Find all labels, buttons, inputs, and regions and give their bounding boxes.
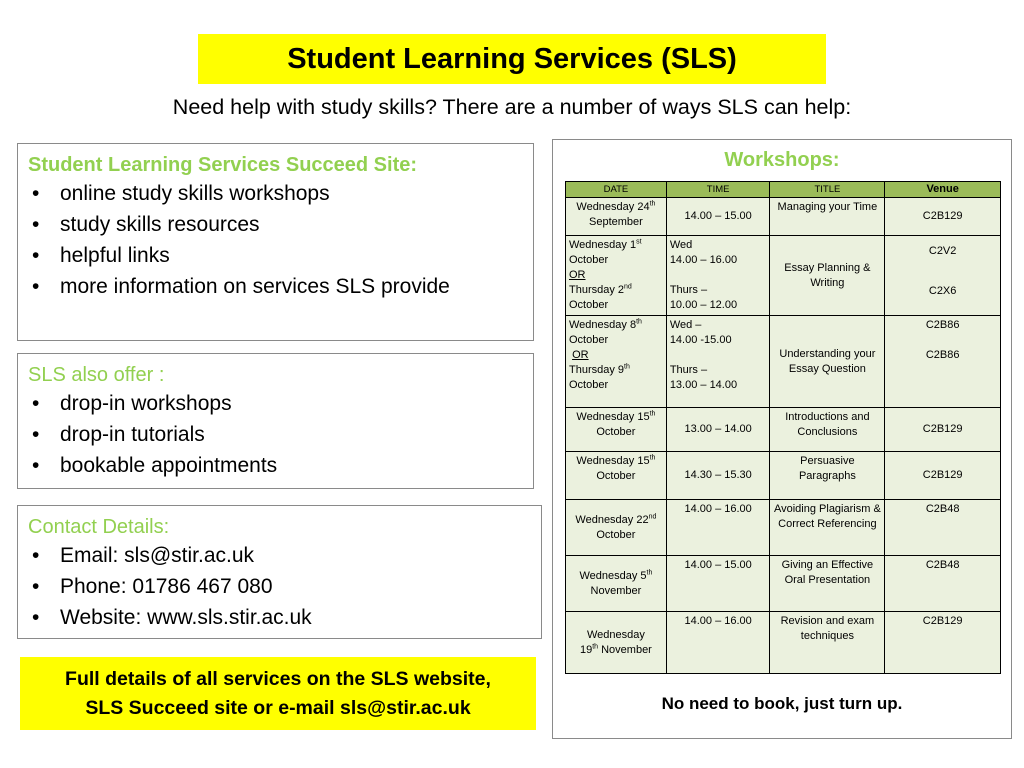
date-cell: Wednesday 8th October OR Thursday 9th October (566, 316, 667, 408)
date-cell: Wednesday 24th September (566, 198, 667, 236)
contact-heading: Contact Details: (28, 516, 170, 538)
table-row (566, 236, 1001, 316)
full-details-banner (20, 657, 536, 730)
full-details-line1: Full details of all services on the SLS website, (65, 667, 491, 690)
list-item: • bookable appointments (28, 450, 523, 481)
venue-cell: C2B86 C2B86 (885, 316, 1001, 408)
bullet-icon: • (32, 454, 40, 477)
date-cell: Wednesday 22nd October (566, 500, 667, 556)
time-cell: 14.30 – 15.30 (666, 452, 770, 500)
date-cell: Wednesday 1st October OR Thursday 2nd October (566, 236, 667, 316)
column-header-time: TIME (666, 182, 770, 198)
table-row (566, 612, 1001, 674)
title-cell: Essay Planning & Writing (770, 236, 885, 316)
title-cell: Introductions and Conclusions (770, 408, 885, 452)
venue-cell: C2B129 (885, 198, 1001, 236)
full-details-line2: SLS Succeed site or e-mail sls@stir.ac.uk (85, 696, 471, 719)
title-banner (198, 34, 826, 84)
table-row (566, 316, 1001, 408)
date-cell: Wednesday 15th October (566, 408, 667, 452)
contact-box (17, 505, 542, 639)
bullet-icon: • (32, 182, 40, 205)
time-cell: 14.00 – 15.00 (666, 556, 770, 612)
bullet-icon: • (32, 606, 40, 629)
table-header-row (566, 182, 1001, 198)
venue-cell: C2B48 (885, 556, 1001, 612)
list-item: • Email: sls@stir.ac.uk (28, 540, 531, 571)
workshops-table (565, 181, 1001, 674)
bullet-icon: • (32, 392, 40, 415)
bullet-icon: • (32, 423, 40, 446)
date-cell: Wednesday 15th October (566, 452, 667, 500)
venue-cell: C2B129 (885, 612, 1001, 674)
title-cell: Persuasive Paragraphs (770, 452, 885, 500)
list-item: • Phone: 01786 467 080 (28, 571, 531, 602)
no-booking-note: No need to book, just turn up. (661, 694, 903, 713)
time-cell: 14.00 – 15.00 (666, 198, 770, 236)
date-cell: Wednesday 19th November (566, 612, 667, 674)
page-title: Student Learning Services (SLS) (287, 42, 737, 75)
table-row (566, 452, 1001, 500)
list-item: • Website: www.sls.stir.ac.uk (28, 602, 531, 633)
workshops-panel (552, 139, 1012, 739)
offer-heading: SLS also offer : (28, 364, 165, 386)
bullet-icon: • (32, 544, 40, 567)
list-item: • drop-in workshops (28, 388, 523, 419)
table-row (566, 556, 1001, 612)
time-cell: 13.00 – 14.00 (666, 408, 770, 452)
title-cell: Understanding your Essay Question (770, 316, 885, 408)
venue-cell: C2V2 C2X6 (885, 236, 1001, 316)
bullet-icon: • (32, 575, 40, 598)
time-cell: 14.00 – 16.00 (666, 612, 770, 674)
venue-cell: C2B48 (885, 500, 1001, 556)
list-item: • more information on services SLS provide (28, 271, 523, 302)
bullet-icon: • (32, 244, 40, 267)
page-subtitle: Need help with study skills? There are a number of ways SLS can help: (172, 95, 852, 119)
succeed-heading: Student Learning Services Succeed Site: (28, 154, 418, 176)
date-cell: Wednesday 5th November (566, 556, 667, 612)
list-item: • helpful links (28, 240, 523, 271)
title-cell: Giving an Effective Oral Presentation (770, 556, 885, 612)
offer-list (28, 388, 523, 481)
bullet-icon: • (32, 213, 40, 236)
list-item: • study skills resources (28, 209, 523, 240)
title-cell: Managing your Time (770, 198, 885, 236)
time-cell: Wed 14.00 – 16.00 Thurs – 10.00 – 12.00 (666, 236, 770, 316)
list-item: • drop-in tutorials (28, 419, 523, 450)
table-row (566, 198, 1001, 236)
succeed-site-box (17, 143, 534, 341)
time-cell: Wed – 14.00 -15.00 Thurs – 13.00 – 14.00 (666, 316, 770, 408)
title-cell: Revision and exam techniques (770, 612, 885, 674)
succeed-list (28, 178, 523, 302)
list-item: • online study skills workshops (28, 178, 523, 209)
venue-cell: C2B129 (885, 408, 1001, 452)
bullet-icon: • (32, 275, 40, 298)
contact-list (28, 540, 531, 633)
venue-cell: C2B129 (885, 452, 1001, 500)
table-row (566, 408, 1001, 452)
offer-box (17, 353, 534, 489)
column-header-date: DATE (566, 182, 667, 198)
column-header-venue: Venue (885, 182, 1001, 198)
title-cell: Avoiding Plagiarism & Correct Referencing (770, 500, 885, 556)
column-header-title: TITLE (770, 182, 885, 198)
time-cell: 14.00 – 16.00 (666, 500, 770, 556)
workshops-heading: Workshops: (724, 149, 840, 171)
table-row (566, 500, 1001, 556)
